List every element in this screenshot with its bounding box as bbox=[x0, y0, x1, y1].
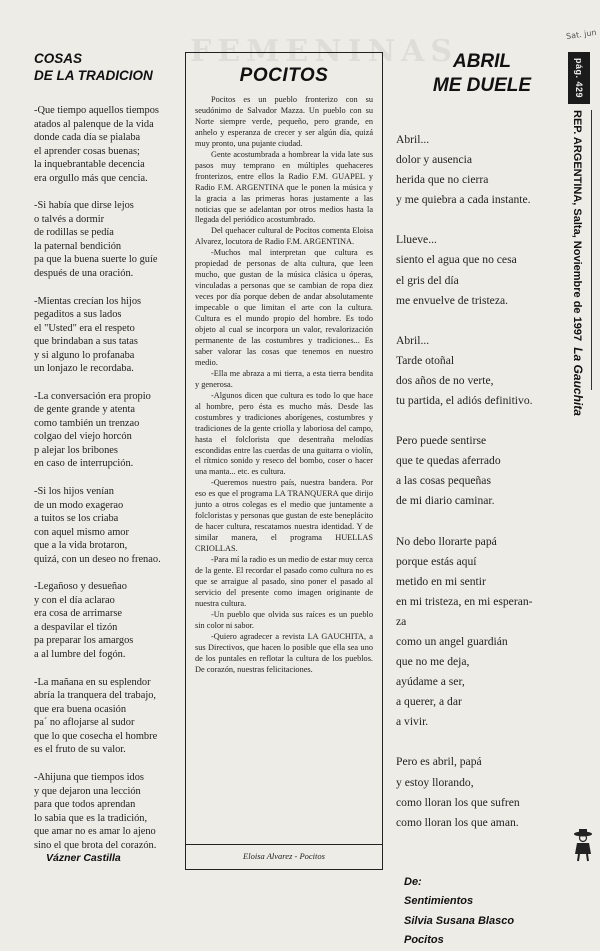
right-poem-title-line: ME DUELE bbox=[432, 75, 532, 96]
left-poem-line: lo sabia que es la tradición, bbox=[34, 812, 148, 824]
right-poem-line: el gris del día bbox=[396, 273, 459, 287]
right-poem-stanza bbox=[396, 130, 568, 210]
right-poem-line: Abril... bbox=[396, 133, 430, 146]
credit-line: Pocitos bbox=[404, 934, 444, 947]
credit-line: Silvia Susana Blasco bbox=[404, 914, 515, 927]
left-poem-line: que amar no es amar lo ajeno bbox=[34, 826, 156, 838]
right-poem-line: tu partida, el adiós definitivo. bbox=[396, 394, 533, 408]
right-poem-line: de mi diario caminar. bbox=[396, 494, 495, 508]
left-poem-line: que brindaban a sus tatas bbox=[34, 336, 138, 348]
left-poem-stanza bbox=[34, 104, 189, 185]
left-poem-line: a al lumbre del fogón. bbox=[34, 648, 126, 660]
left-poem-line: para que todos aprendan bbox=[34, 799, 136, 811]
left-poem-line: el aprender cosas buenas; bbox=[34, 145, 140, 157]
article-paragraph: -Para mí la radio es un medio de estar muy cerca de la gente. El recordar el pasado como cultura no es que se arraigue al pasado, sino poner el pasado al servicio del presente como imagen originante de nuestra cultura. bbox=[195, 555, 373, 608]
handwritten-note: Sat. jun bbox=[565, 27, 598, 42]
left-poem-line: -Legañoso y desueñao bbox=[34, 581, 127, 593]
left-poem-line: y si alguno lo profanaba bbox=[34, 349, 135, 361]
left-poem-author: Vázner Castilla bbox=[46, 852, 121, 865]
right-poem-stanza bbox=[396, 532, 568, 733]
left-poem-line: quizá, con un deseo no frenao. bbox=[34, 553, 161, 565]
left-poem-line: que lo que cosecha el hombre bbox=[34, 730, 158, 742]
left-poem-line: de gente grande y atenta bbox=[34, 404, 135, 416]
edge-rule bbox=[591, 110, 592, 390]
left-poem-line: que era buena ocasión bbox=[34, 703, 127, 715]
right-poem-line: Pero puede sentirse bbox=[396, 434, 487, 448]
right-poem-line: me envuelve de tristeza. bbox=[396, 293, 509, 307]
left-poem-stanza bbox=[34, 390, 189, 471]
right-poem-title-line: ABRIL bbox=[452, 51, 512, 72]
left-poem-line: -Ahijuna que tiempos idos bbox=[34, 772, 144, 784]
article-paragraph: -Algunos dicen que cultura es todo lo que hace al hombre, pero ésta es mucho más. Desde las costumbres y tradiciones aborígenes, costumbres y tradiciones de la gente criolla y laboriosa del campo, hasta el folclorista que desentraña melodías escondidas entre las cuerdas de una guitarra o violín, el rítmico sonido y reseco del bombo, coser o hacer una manta... etc. es cultura. bbox=[195, 390, 373, 477]
page-number: pág. 429 bbox=[574, 57, 584, 99]
left-poem-line: y que dejaron una lección bbox=[34, 785, 141, 797]
article-paragraph: Gente acostumbrada a hombrear la vida late sus pasos muy temprano en múltiples quehaceres fronterizos, entre ellos la Radio F.M. GUAPEL y Radio F.M. ARGENTINA que le ponen la música y la gracia a las primeras horas justamente a las noticias que se adelantan por otros medios hasta la llegada del periódico acostumbrado. bbox=[195, 149, 373, 225]
left-poem-stanza bbox=[34, 771, 189, 852]
right-poem-stanza bbox=[396, 331, 568, 411]
left-poem-line: -La conversación era propio bbox=[34, 390, 151, 402]
running-header-location: REP. ARGENTINA, Salta, Noviembre de 1997 bbox=[571, 110, 583, 342]
left-poem-line: como también un trenzao bbox=[34, 417, 140, 429]
left-poem-line: -Mientas crecían los hijos bbox=[34, 295, 142, 307]
right-poem-line: ayúdame a ser, bbox=[396, 675, 465, 689]
left-poem-title-line: COSAS bbox=[34, 51, 83, 66]
article-paragraph: -Muchos mal interpretan que cultura es propiedad de personas de alta cultura, que leen mucho, que gustan de la música clásica u óperas, vinculadas a personas que se cambian de ropa diez veces por día porque deben de andar absolutamente impecable o que limitan el arte con la cultura. Cultura es el mundo propio del hombre. Es todo objeto al cual se incorpora un valor, revalorización permanente de las costumbres y tradiciones... Es saber valorar las cosas que tenemos en nuestro medio. bbox=[195, 248, 373, 367]
right-poem-line: Pero es abril, papá bbox=[396, 755, 482, 769]
left-poem-line: con aquel mismo amor bbox=[34, 526, 129, 538]
right-poem-line: herida que no cierra bbox=[396, 173, 489, 187]
right-poem-line: que no me deja, bbox=[396, 655, 470, 669]
left-poem-line: sino el que brota del corazón. bbox=[34, 839, 157, 851]
left-poem-line: la inquebrantable decencia bbox=[34, 159, 145, 170]
article-body bbox=[195, 95, 373, 676]
page-number-tag bbox=[568, 52, 590, 104]
running-header-text bbox=[571, 110, 585, 416]
right-poem-line: y me quiebra a cada instante. bbox=[396, 193, 531, 207]
right-poem-line: en mi tristeza, en mi esperan- bbox=[396, 594, 533, 608]
right-poem bbox=[396, 50, 568, 951]
right-poem-stanzas bbox=[396, 130, 568, 833]
left-poem-line: después de una oración. bbox=[34, 267, 134, 279]
right-poem-line: metido en mi sentir bbox=[396, 574, 486, 588]
left-poem-line: -Que tiempo aquellos tiempos bbox=[34, 105, 159, 116]
left-poem-line: -Si los hijos venían bbox=[34, 486, 114, 498]
left-poem-line: que a la vida brotaron, bbox=[34, 540, 128, 552]
article-signature: Eloisa Alvarez - Pocitos bbox=[243, 851, 325, 861]
gaucho-mascot-icon bbox=[572, 828, 594, 862]
left-poem-line: de rodillas se pedía bbox=[34, 227, 114, 239]
right-poem-line: a querer, a dar bbox=[396, 695, 462, 709]
left-poem-line: pa´ no aflojarse al sudor bbox=[34, 717, 135, 729]
left-poem-stanzas bbox=[34, 104, 189, 852]
left-poem-line: a tuitos se los criaba bbox=[34, 513, 119, 525]
right-poem-line: dolor y ausencia bbox=[396, 153, 472, 167]
left-poem-line: un lonjazo le recordaba. bbox=[34, 363, 134, 375]
left-poem-line: -Si había que dirse lejos bbox=[34, 200, 134, 212]
left-poem-line: pa que la buena suerte lo guíe bbox=[34, 254, 158, 266]
left-poem-line: la paternal bendición bbox=[34, 240, 122, 252]
left-poem bbox=[34, 50, 189, 864]
left-poem-line: es el fruto de su valor. bbox=[34, 744, 126, 756]
left-poem-line: p alejar los bribones bbox=[34, 444, 118, 456]
right-poem-stanza bbox=[396, 431, 568, 511]
right-poem-line: a vivir. bbox=[396, 715, 429, 729]
right-poem-line: dos años de no verte, bbox=[396, 373, 494, 387]
left-poem-stanza bbox=[34, 580, 189, 661]
left-poem-line: abría la tranquera del trabajo, bbox=[34, 690, 157, 702]
left-poem-line: donde cada día se pialaba bbox=[34, 132, 141, 143]
right-poem-line: porque estás aquí bbox=[396, 554, 477, 568]
right-poem-credit bbox=[404, 873, 568, 951]
header-watermark: FEMENINAS bbox=[190, 34, 459, 69]
left-poem-line: a despavilar el tizón bbox=[34, 621, 118, 633]
article-paragraph: Del quehacer cultural de Pocitos comenta Eloisa Alvarez, locutora de Radio F.M. ARGENTINA. bbox=[195, 226, 373, 247]
article-paragraph: -Un pueblo que olvida sus raíces es un pueblo sin color ni sabor. bbox=[195, 609, 373, 630]
left-poem-line: de un modo exagerao bbox=[34, 499, 124, 511]
left-poem-line: pa preparar los amargos bbox=[34, 635, 134, 647]
left-poem-line: -La mañana en su esplendor bbox=[34, 676, 151, 688]
right-poem-line: como lloran los que sufren bbox=[396, 795, 520, 809]
left-poem-line: o talvés a dormir bbox=[34, 213, 105, 225]
signature-divider bbox=[186, 844, 382, 845]
left-poem-title-line: DE LA TRADICION bbox=[34, 68, 153, 83]
left-poem-title bbox=[34, 50, 189, 84]
right-poem-line: siento el agua que no cesa bbox=[396, 253, 517, 267]
article-title: POCITOS bbox=[239, 65, 329, 86]
left-poem-line: pegaditos a sus lados bbox=[34, 309, 122, 321]
magazine-name: La Gauchita bbox=[571, 347, 585, 416]
article-paragraph: -Ella me abraza a mi tierra, a esta tierra bendita y generosa. bbox=[195, 368, 373, 389]
right-poem-line: za bbox=[396, 614, 407, 628]
right-poem-line: a las cosas pequeñas bbox=[396, 474, 491, 488]
right-poem-line: y estoy llorando, bbox=[396, 775, 474, 789]
left-poem-stanza bbox=[34, 199, 189, 280]
credit-line: De: bbox=[404, 875, 422, 888]
left-poem-line: era cosa de arrimarse bbox=[34, 608, 122, 620]
right-poem-line: como un angel guardián bbox=[396, 634, 508, 648]
right-poem-stanza bbox=[396, 752, 568, 832]
left-poem-stanza bbox=[34, 485, 189, 566]
left-poem-line: era orgullo más que cencia. bbox=[34, 172, 148, 184]
credit-line: Sentimientos bbox=[404, 895, 474, 908]
left-poem-stanza bbox=[34, 676, 189, 757]
left-poem-line: y con el día aclarao bbox=[34, 594, 115, 606]
pocitos-article-box bbox=[185, 52, 383, 870]
right-poem-line: que te quedas aferrado bbox=[396, 454, 501, 468]
article-paragraph: Pocitos es un pueblo fronterizo con su seudónimo de Salvador Mazza. Un pueblo con su Norte siempre verde, pequeño, pero grande, en anhelo y esperanza de crecer y ser algún día, quizá muy pronto, una pujante ciudad. bbox=[195, 95, 373, 148]
left-poem-line: colgao del viejo horcón bbox=[34, 431, 132, 443]
right-poem-line: Abril... bbox=[396, 333, 430, 347]
right-poem-stanza bbox=[396, 230, 568, 310]
right-poem-line: No debo llorarte papá bbox=[396, 534, 497, 548]
right-poem-line: Llueve... bbox=[396, 233, 437, 247]
left-poem-stanza bbox=[34, 295, 189, 376]
right-poem-title bbox=[396, 50, 568, 98]
left-poem-line: el "Usted" era el respeto bbox=[34, 322, 135, 334]
right-poem-line: Tarde otoñal bbox=[396, 353, 455, 367]
right-poem-line: como lloran los que aman. bbox=[396, 815, 519, 829]
left-poem-line: atados al palenque de la vida bbox=[34, 118, 154, 130]
article-paragraph: -Quiero agradecer a revista LA GAUCHITA, a sus Directivos, que hacen lo posible que ella sea uno de los puntales en reflotar la cultura de los pueblos. De corazón, nuestras felicitaciones. bbox=[195, 631, 373, 674]
left-poem-line: en caso de interrupción. bbox=[34, 458, 134, 470]
article-paragraph: -Queremos nuestro país, nuestra bandera. Por eso es que el programa LA TRANQUERA que dirijo junto a otros colegas es el medio que juntamente a folcloristas y personas que gustan de este beneplácito de hacer cultura, rescatamos nuestra identidad. Y de similar manera, el programa HUELLAS CRIOLLAS. bbox=[195, 478, 373, 554]
